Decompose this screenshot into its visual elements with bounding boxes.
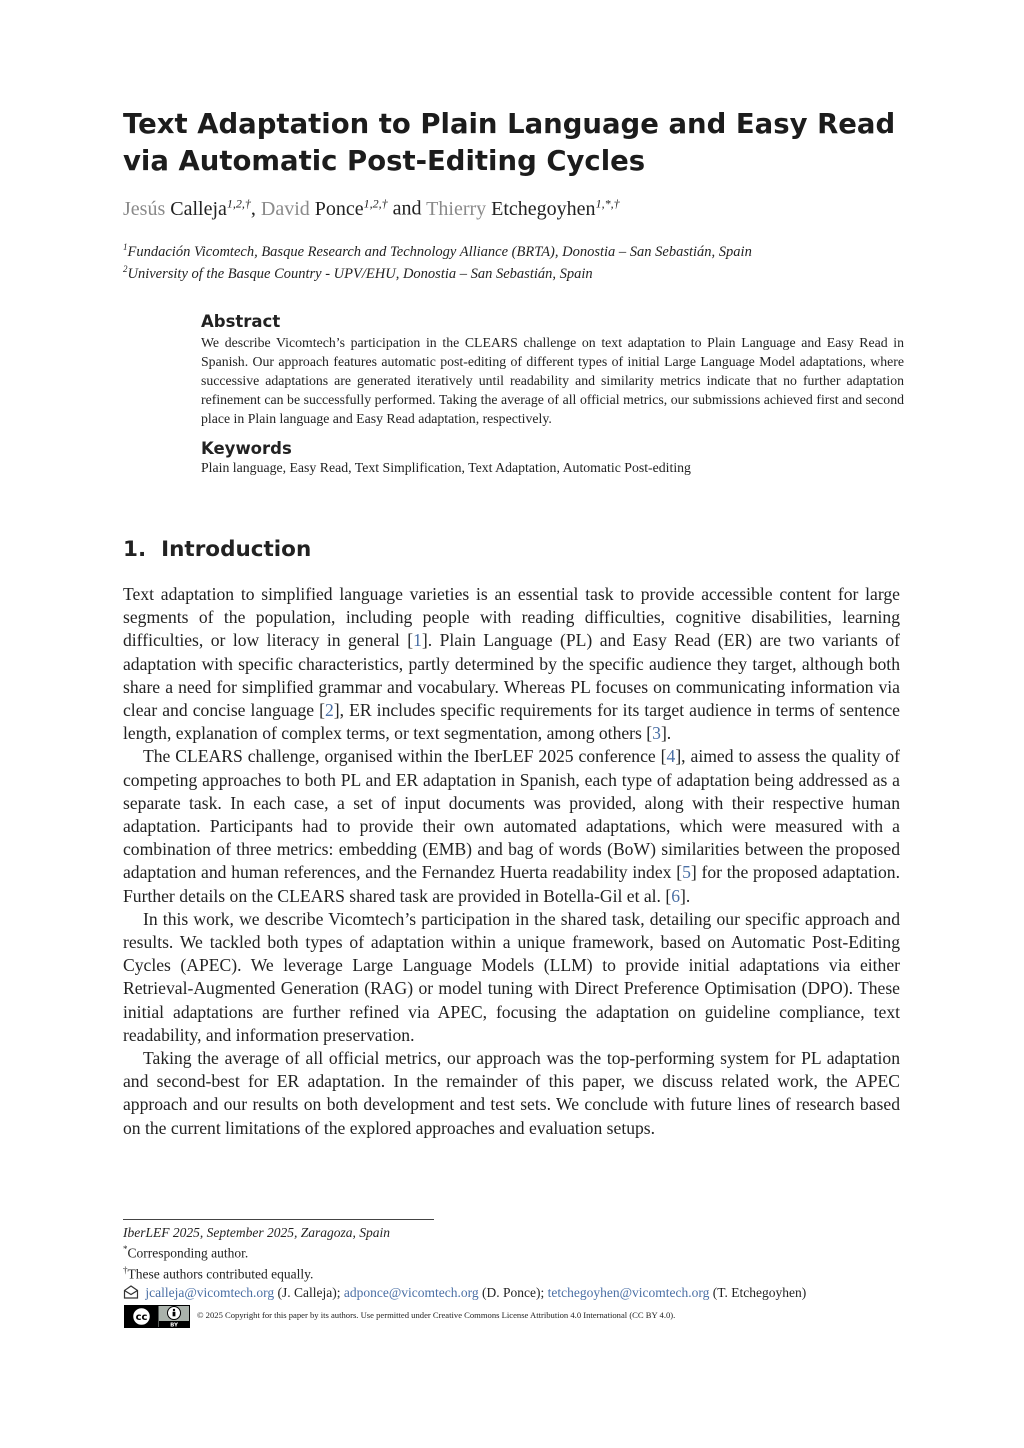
abstract-heading: Abstract	[201, 312, 281, 331]
author-family-name: Etchegoyhen	[486, 197, 596, 220]
author-name	[261, 198, 388, 220]
citation-link[interactable]: 1	[413, 630, 422, 651]
citation-link[interactable]: 3	[652, 723, 661, 744]
footnote-emails	[123, 1285, 900, 1301]
author-family-name: Ponce	[309, 197, 364, 220]
introduction-body	[123, 583, 900, 1140]
footnote-equal-contribution: †These authors contributed equally.	[123, 1265, 314, 1282]
keywords-heading: Keywords	[201, 439, 292, 458]
abstract-text: We describe Vicomtech’s participation in the CLEARS challenge on text adaptation to Plain Language and Easy Read in Spanish. Our approach features automatic post-editing of different types of initial Large Language Model adaptations, where successive adaptations are generated iteratively until readability and similarity metrics indicate that no further adaptation refinement can be successfully performed. Taking the average of all official metrics, our submissions achieved first and second place in Plain language and Easy Read adaptation, respectively.	[201, 335, 904, 427]
citation-link[interactable]: 6	[671, 885, 681, 906]
affiliation-1: $^1$Fundación Vicomtech, Basque Research and Technology Alliance (BRTA), Donostia – San Sebastián, Spain	[123, 242, 752, 260]
paragraph: The CLEARS challenge, organised within the IberLEF 2025 conference [4], aimed to assess the quality of competing approaches to both PL and ER adaptation in Spanish, each type of adaptation being addressed as a separate task. In each case, a set of input documents was provided, along with their respective human adaptation. Participants had to provide their own automated adaptations, which were measured with a combination of three metrics: embedding (EMB) and bag of words (BoW) similarities between the proposed adaptation and human references, and the Fernandez Huerta readability index [5] for the proposed adaptation. Further details on the CLEARS shared task are provided in Botella-Gil et al. [6].	[123, 746, 900, 906]
cc-badge-left-label: cc	[135, 1312, 148, 1324]
author-name	[123, 198, 251, 220]
author-given-name: Jesús	[123, 197, 166, 220]
mail-icon	[123, 1285, 139, 1299]
license-text: © 2025 Copyright for this paper by its authors. Use permitted under Creative Commons License Attribution 4.0 International (CC BY 4.0).	[197, 1310, 676, 1320]
author-affiliation-marks: 1,2,†	[226, 196, 251, 210]
cc-badge-right-label: BY	[170, 1322, 178, 1328]
paragraph: In this work, we describe Vicomtech’s participation in the shared task, detailing our specific approach and results. We tackled both types of adaptation within a unique framework, based on Automatic Post-Editing Cycles (APEC). We leverage Large Language Models (LLM) to provide initial adaptations via either Retrieval-Augmented Generation (RAG) or model tuning with Direct Preference Optimisation (DPO). These initial adaptations are further refined via APEC, focusing the adaptation on guideline compliance, text readability, and information preservation.	[123, 908, 900, 1045]
paragraph: Taking the average of all official metrics, our approach was the top-performing system for PL adaptation and second-best for ER adaptation. In the remainder of this paper, we discuss related work, the APEC approach and our results on both development and test sets. We conclude with future lines of research based on the current limitations of the explored approaches and evaluation setups.	[123, 1048, 900, 1138]
citation-link[interactable]: 5	[682, 862, 691, 883]
email-owner: (T. Etchegoyhen)	[709, 1285, 807, 1300]
paper-title: Text Adaptation to Plain Language and Easy Read via Automatic Post-Editing Cycles	[123, 108, 896, 177]
citation-link[interactable]: 4	[666, 746, 676, 767]
citation-link[interactable]: 2	[325, 700, 334, 721]
cc-by-icon	[124, 1305, 190, 1333]
author-given-name: Thierry	[426, 197, 487, 220]
email-link[interactable]: tetchegoyhen@vicomtech.org	[547, 1285, 710, 1300]
section-heading: 1. Introduction	[123, 537, 312, 562]
email-link[interactable]: jcalleja@vicomtech.org	[145, 1285, 275, 1300]
author-name	[426, 198, 619, 220]
email-owner: (D. Ponce);	[478, 1285, 548, 1300]
affiliation-2: $^2$University of the Basque Country - UPV/EHU, Donostia – San Sebastián, Spain	[123, 264, 593, 282]
author-family-name: Calleja	[165, 197, 227, 220]
email-link[interactable]: adponce@vicomtech.org	[343, 1285, 479, 1300]
paragraph: Text adaptation to simplified language varieties is an essential task to provide accessible content for large segments of the population, including people with reading difficulties, cognitive disabilities, learning difficulties, or low literacy in general [1]. Plain Language (PL) and Easy Read (ER) are two variants of adaptation with specific characteristics, partly determined by the specific audience they target, although both share a need for simplified grammar and vocabulary. Whereas PL focuses on communicating information via clear and concise language [2], ER includes specific requirements for its target audience in terms of sentence length, explanation of complex terms, or text segmentation, among others [3].	[123, 584, 901, 744]
author-list: Jesús Calleja$^{1,2,\dagger}$, David Ponce$^{1,2,\dagger}$ and Thierry Etchegoyhen$^{1,*,\dagger}$	[123, 196, 620, 220]
email-owner: (J. Calleja);	[274, 1285, 344, 1300]
author-affiliation-marks: 1,*,†	[595, 196, 620, 210]
author-affiliation-marks: 1,2,†	[363, 196, 388, 210]
author-given-name: David	[260, 197, 310, 220]
keywords-text: Plain language, Easy Read, Text Simplification, Text Adaptation, Automatic Post-editing	[201, 460, 691, 475]
footnote-corresponding: *Corresponding author.	[123, 1244, 249, 1261]
footnote-venue: IberLEF 2025, September 2025, Zaragoza, Spain	[123, 1225, 390, 1240]
footnote-rule	[123, 1219, 434, 1220]
